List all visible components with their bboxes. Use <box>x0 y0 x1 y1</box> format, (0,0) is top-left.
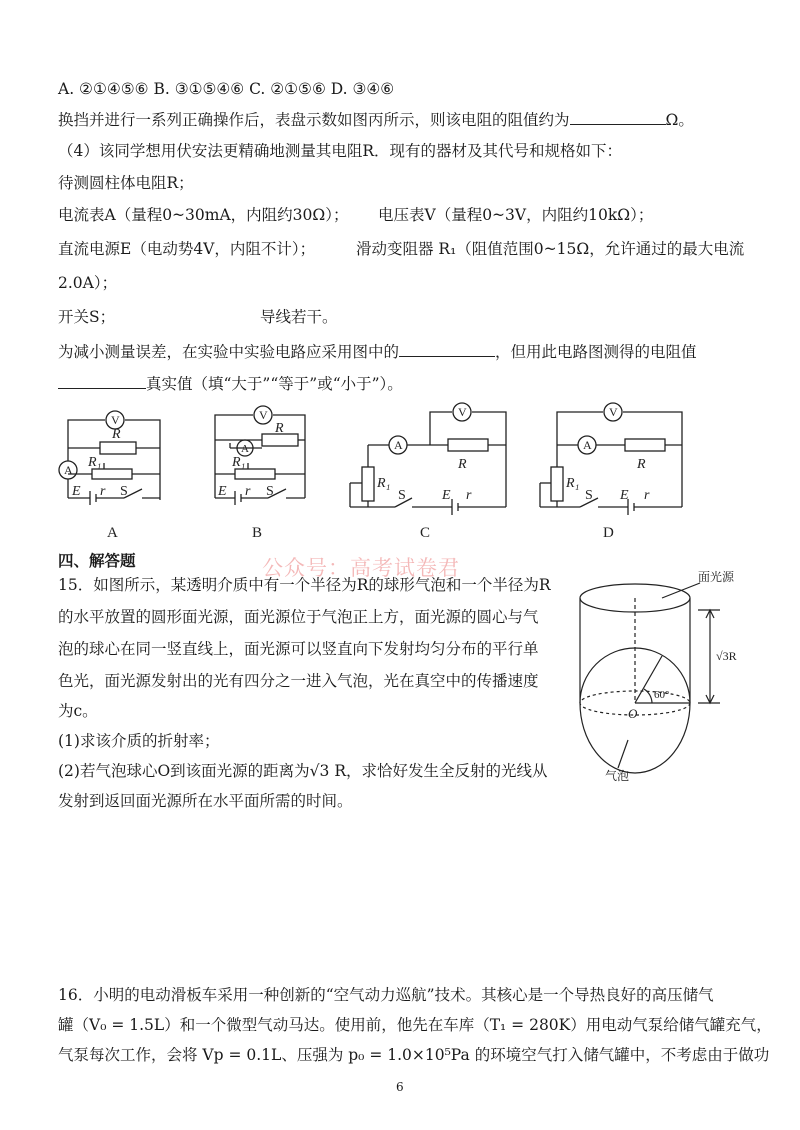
svg-text:S: S <box>398 488 406 503</box>
q16-line-1: 16．小明的电动滑板车采用一种创新的“空气动力巡航”技术。其核心是一个导热良好的高压储气 <box>58 986 714 1004</box>
q15-part-1: (1)求该介质的折射率； <box>58 732 220 750</box>
voltmeter-icon: V <box>609 405 618 419</box>
q15-line-2: 的水平放置的圆形面光源，面光源位于气泡正上方，面光源的圆心与气 <box>58 608 539 626</box>
ammeter-icon: A <box>241 443 249 455</box>
svg-text:R: R <box>458 457 467 472</box>
circuit-question-line2 <box>58 372 403 395</box>
svg-text:r: r <box>245 484 251 499</box>
equipment-wires: 导线若干。 <box>260 308 338 326</box>
svg-text:R₁: R₁ <box>566 476 580 491</box>
circuit-question-b: ，但用此电路图测得的电阻值 <box>495 343 697 361</box>
light-source-label: 面光源 <box>698 570 735 584</box>
circuit-label-a: A <box>107 525 118 541</box>
q16-line-2: 罐（V₀ = 1.5L）和一个微型气动马达。使用前，他先在车库（T₁ = 280K）用电动气泵给储气罐充气， <box>58 1016 772 1034</box>
circuit-d <box>540 403 682 515</box>
q15-line-3: 泡的球心在同一竖直线上，面光源可以竖直向下发射均匀分布的平行单 <box>58 640 539 658</box>
ammeter-icon: A <box>583 438 592 452</box>
resistance-blank[interactable] <box>570 108 666 125</box>
svg-text:r: r <box>644 488 650 503</box>
circuit-label-d: D <box>603 525 614 541</box>
distance-label: √3R <box>716 649 737 663</box>
section-title: 四、解答题 <box>58 551 136 570</box>
q4-intro: （4）该同学想用伏安法更精确地测量其电阻R．现有的器材及其代号和规格如下： <box>58 142 623 160</box>
watermark: 公众号：高考试卷君 <box>262 556 460 580</box>
center-label: O <box>628 706 638 721</box>
equipment-ammeter: 电流表A（量程0~30mA，内阻约30Ω）； <box>58 206 349 224</box>
svg-text:R₁: R₁ <box>377 476 391 491</box>
answer-options: A. ②①④⑤⑥ B. ③①⑤④⑥ C. ②①⑤⑥ D. ③④⑥ <box>58 80 395 98</box>
page-number: 6 <box>396 1080 404 1094</box>
voltmeter-icon: V <box>259 408 268 422</box>
svg-text:S: S <box>266 484 274 499</box>
circuit-choice-blank[interactable] <box>399 340 495 357</box>
circuit-label-c: C <box>420 525 431 541</box>
q15-part-2: (2)若气泡球心O到该面光源的距离为√3 R，求恰好发生全反射的光线从 <box>58 762 548 780</box>
bubble-light-source-figure <box>570 568 760 793</box>
compare-blank[interactable] <box>58 372 146 389</box>
voltmeter-icon: V <box>458 405 467 419</box>
svg-text:E: E <box>442 488 451 503</box>
svg-text:S: S <box>585 488 593 503</box>
q15-line-5: 为c。 <box>58 702 98 720</box>
svg-text:R₁: R₁ <box>88 455 102 470</box>
circuit-question-line1 <box>58 340 697 363</box>
ammeter-icon: A <box>394 438 403 452</box>
equipment-source: 直流电源E（电动势4V，内阻不计）； <box>58 240 316 258</box>
svg-text:E: E <box>72 484 81 499</box>
svg-text:R: R <box>637 457 646 472</box>
circuit-question-a: 为减小测量误差，在实验中实验电路应采用图中的 <box>58 343 400 361</box>
svg-text:R: R <box>275 421 284 436</box>
svg-text:E: E <box>620 488 629 503</box>
svg-text:E: E <box>218 484 227 499</box>
equipment-switch: 开关S； <box>58 308 116 326</box>
q3-text: 换挡并进行一系列正确操作后，表盘示数如图丙所示，则该电阻的阻值约为 <box>58 111 570 129</box>
q3-unit: Ω。 <box>665 111 694 129</box>
equipment-rheostat-cont: 2.0A）； <box>58 274 118 292</box>
circuit-label-b: B <box>252 525 263 541</box>
equipment-rheostat: 滑动变阻器 R₁（阻值范围0~15Ω，允许通过的最大电流 <box>356 240 745 258</box>
bubble-label: 气泡 <box>605 769 630 783</box>
q3-line <box>58 108 694 131</box>
q16-line-3: 气泵每次工作，会将 Vp = 0.1L、压强为 p₀ = 1.0×10⁵Pa 的环境空气打入储气罐中，不考虑由于做功 <box>58 1046 770 1064</box>
q15-line-1: 15．如图所示，某透明介质中有一个半径为R的球形气泡和一个半径为R <box>58 576 551 594</box>
q15-line-4: 色光，面光源发射出的光有四分之一进入气泡，光在真空中的传播速度 <box>58 672 539 690</box>
svg-text:r: r <box>100 484 106 499</box>
equipment-resistor: 待测圆柱体电阻R； <box>58 174 194 192</box>
svg-text:R₁: R₁ <box>232 455 246 470</box>
circuit-question-c: 真实值（填“大于”“等于”或“小于”）。 <box>146 375 403 393</box>
svg-text:R: R <box>112 427 121 442</box>
svg-text:r: r <box>466 488 472 503</box>
q15-part-2-cont: 发射到返回面光源所在水平面所需的时间。 <box>58 792 353 810</box>
ammeter-icon: A <box>64 463 73 477</box>
angle-label: 60° <box>654 689 670 701</box>
voltmeter-icon: V <box>111 413 120 427</box>
circuit-diagrams <box>0 395 800 550</box>
equipment-voltmeter: 电压表V（量程0~3V，内阻约10kΩ）； <box>378 206 654 224</box>
circuit-c <box>350 403 506 515</box>
svg-text:S: S <box>120 484 128 499</box>
